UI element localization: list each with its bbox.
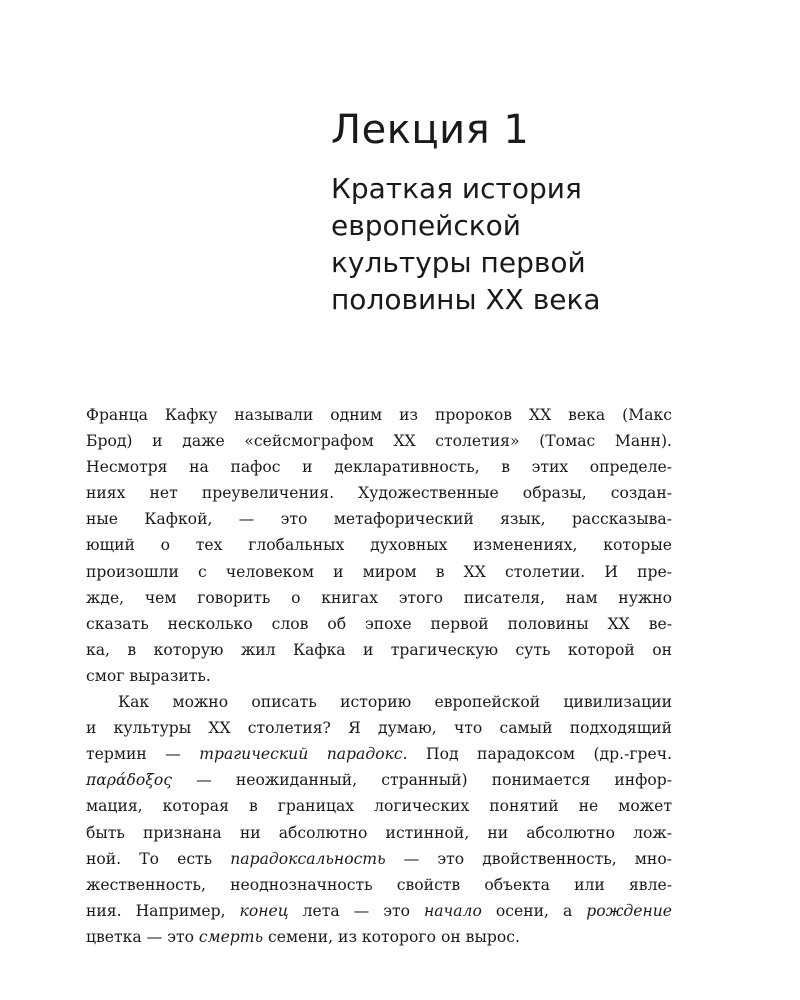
text-line: смог выразить.	[86, 666, 211, 685]
text-run: термин —	[86, 745, 200, 764]
text-line: ные Кафкой, — это метафорический язык, рассказыва-	[86, 510, 672, 529]
text-run: . Под парадоксом (др.-греч.	[402, 745, 672, 764]
text-run: ной. То есть	[86, 849, 231, 868]
text-line	[86, 898, 672, 924]
text-run: осени, а	[481, 901, 587, 920]
greek-term: παράδοξος	[86, 771, 172, 790]
text-line: жде, чем говорить о книгах этого писателя, нам нужно	[86, 588, 672, 607]
italic-term: конец	[239, 901, 289, 920]
lecture-subtitle	[331, 170, 771, 318]
text-run: цветка — это	[86, 927, 199, 946]
text-run: — это двойственность, мно-	[385, 849, 672, 868]
text-line: Франца Кафку называли одним из пророков XX века (Макс	[86, 406, 672, 424]
italic-term: рождение	[586, 901, 672, 920]
text-line: и культуры XX столетия? Я думаю, что самый подходящий	[86, 719, 672, 738]
text-line: Брод) и даже «сейсмографом XX столетия» (Томас Манн).	[86, 432, 672, 451]
text-line	[86, 741, 672, 767]
italic-term: парадоксальность	[230, 849, 386, 868]
text-run: лета — это	[288, 901, 424, 920]
text-line: Как можно описать историю европейской цивилизации	[118, 693, 672, 712]
text-line: быть признана ни абсолютно истинной, ни абсолютно лож-	[86, 823, 672, 842]
body-text	[86, 402, 672, 950]
text-line: ниях нет преувеличения. Художественные образы, создан-	[86, 484, 672, 503]
text-line: ющий о тех глобальных духовных изменениях, которые	[86, 536, 672, 555]
italic-term: начало	[423, 901, 482, 920]
text-run: ния. Например,	[86, 901, 240, 920]
text-run: семени, из которого он вырос.	[263, 927, 520, 946]
text-line: ка, в которую жил Кафка и трагическую суть которой он	[86, 640, 672, 659]
text-line: сказать несколько слов об эпохе первой половины XX ве-	[86, 614, 672, 633]
subtitle-line: европейской	[331, 209, 521, 242]
text-line: мация, которая в границах логических понятий не может	[86, 797, 672, 816]
paragraph-2	[86, 689, 672, 950]
paragraph-1	[86, 402, 672, 689]
text-line	[86, 924, 672, 950]
text-line	[86, 767, 672, 793]
subtitle-line: Краткая история	[331, 172, 582, 205]
subtitle-line: половины XX века	[331, 283, 601, 316]
text-run: — неожиданный, странный) понимается инфор-	[171, 771, 672, 790]
text-line: произошли с человеком и миром в XX столетии. И пре-	[86, 562, 672, 581]
text-line	[86, 846, 672, 872]
italic-term: смерть	[198, 927, 264, 946]
text-line: Несмотря на пафос и декларативность, в этих определе-	[86, 458, 672, 477]
text-line: жественность, неоднозначность свойств объекта или явле-	[86, 875, 672, 894]
chapter-heading	[331, 106, 771, 318]
subtitle-line: культуры первой	[331, 246, 586, 279]
italic-term: трагический парадокс	[199, 745, 403, 764]
lecture-title: Лекция 1	[331, 107, 530, 153]
